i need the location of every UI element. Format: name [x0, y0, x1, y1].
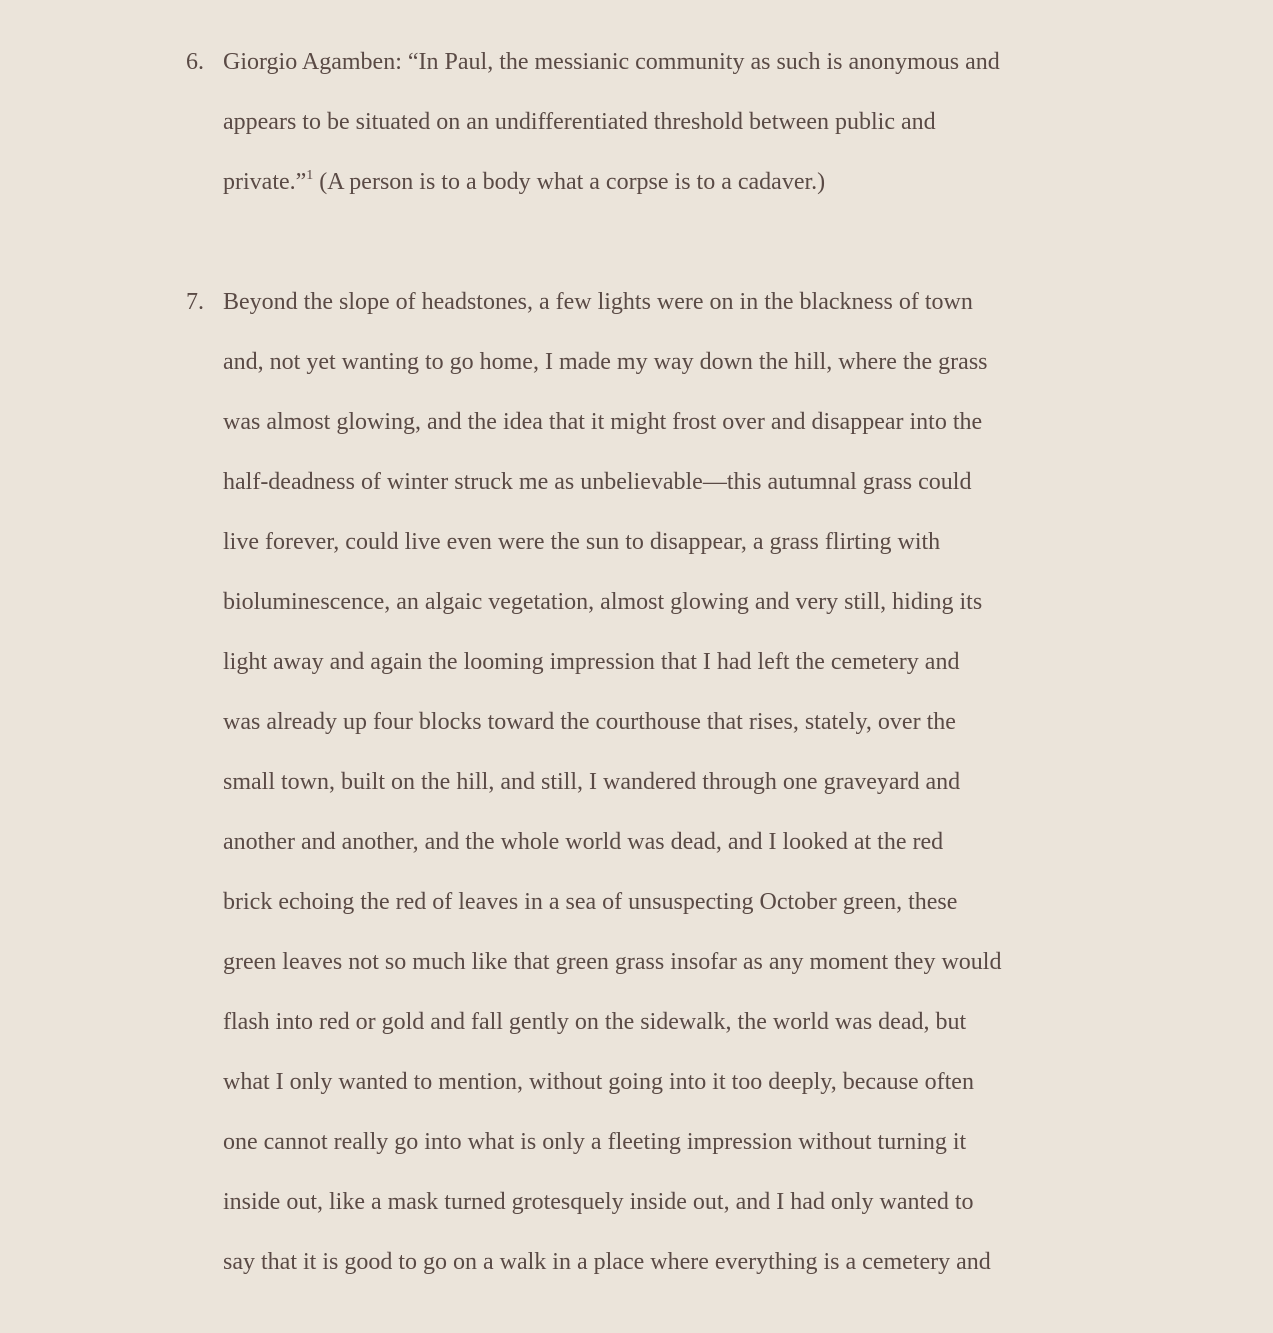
text-segment: private.” — [223, 169, 307, 195]
item-body — [223, 272, 1136, 1292]
text-line: say that it is good to go on a walk in a place where everything is a cemetery and — [223, 1249, 991, 1275]
text-line: was already up four blocks toward the courthouse that rises, stately, over the — [223, 709, 956, 735]
text-line: half-deadness of winter struck me as unbelievable—this autumnal grass could — [223, 469, 972, 495]
text-line: light away and again the looming impression that I had left the cemetery and — [223, 649, 960, 675]
text-line: flash into red or gold and fall gently on the sidewalk, the world was dead, but — [223, 1009, 967, 1035]
item-body — [223, 32, 1136, 212]
text-line: what I only wanted to mention, without going into it too deeply, because often — [223, 1069, 974, 1095]
text-line: Beyond the slope of headstones, a few lights were on in the blackness of town — [223, 289, 973, 315]
text-line: small town, built on the hill, and still, I wandered through one graveyard and — [223, 769, 961, 795]
list-item — [186, 272, 1136, 1292]
text-line: Giorgio Agamben: “In Paul, the messianic community as such is anonymous and — [223, 49, 1000, 75]
text-line: brick echoing the red of leaves in a sea of unsuspecting October green, these — [223, 889, 958, 915]
list-item — [186, 32, 1136, 212]
item-number: 6. — [186, 49, 204, 75]
text-line-with-footnote — [223, 152, 1136, 212]
text-line: inside out, like a mask turned grotesquely inside out, and I had only wanted to — [223, 1189, 974, 1215]
item-number: 7. — [186, 289, 204, 315]
footnote-reference[interactable]: 1 — [306, 168, 314, 183]
text-line: appears to be situated on an undifferentiated threshold between public and — [223, 109, 936, 135]
text-segment: (A person is to a body what a corpse is to a cadaver.) — [313, 169, 826, 195]
text-line: green leaves not so much like that green grass insofar as any moment they would — [223, 949, 1002, 975]
text-line: live forever, could live even were the sun to disappear, a grass flirting with — [223, 529, 941, 555]
text-line: another and another, and the whole world was dead, and I looked at the red — [223, 829, 944, 855]
text-line: bioluminescence, an algaic vegetation, almost glowing and very still, hiding its — [223, 589, 983, 615]
text-line: one cannot really go into what is only a fleeting impression without turning it — [223, 1129, 967, 1155]
text-line: was almost glowing, and the idea that it might frost over and disappear into the — [223, 409, 983, 435]
text-line: and, not yet wanting to go home, I made my way down the hill, where the grass — [223, 349, 988, 375]
